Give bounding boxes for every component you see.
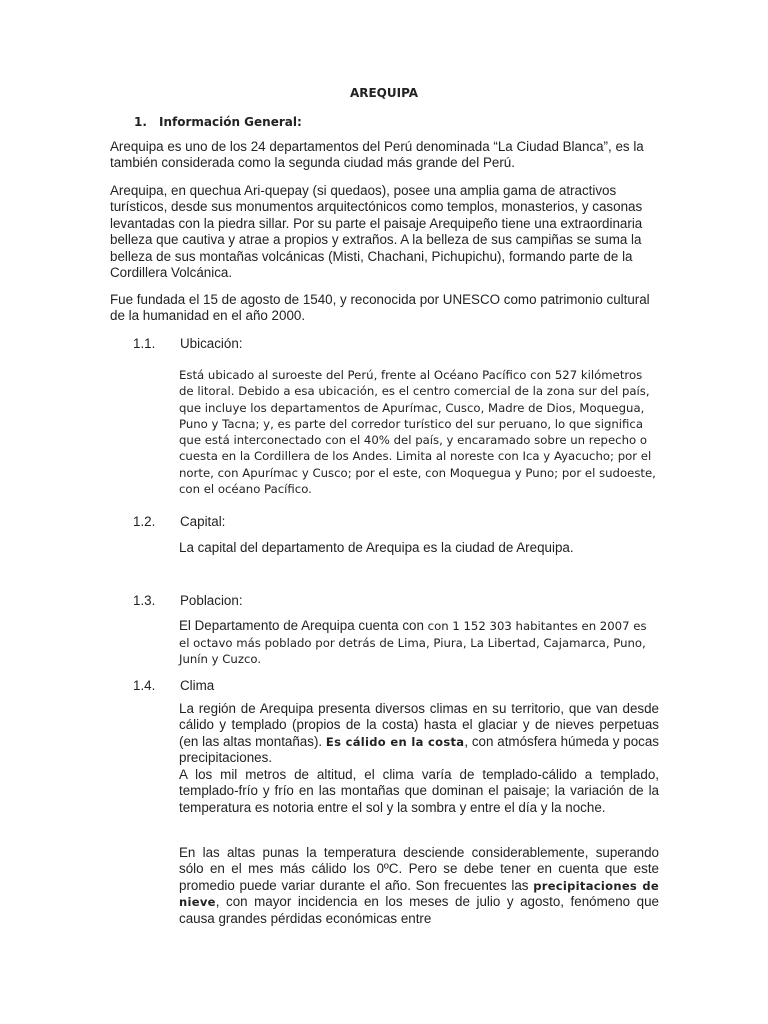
clima-p3-bold: precipitaciones de nieve <box>179 878 659 910</box>
subsection-heading-capital <box>133 514 225 529</box>
document-title: AREQUIPA <box>349 86 419 100</box>
paragraph-intro: Arequipa es uno de los 24 departamentos del Perú denominada “La Ciudad Blanca”, es la también considerada como la segunda ciudad más grande del Perú. <box>110 139 644 171</box>
clima-p3-tail: , con mayor incidencia en los meses de julio y agosto, fenómeno que causa grandes pérdidas económicas entre <box>179 894 659 926</box>
subsection-number: 1.4. <box>133 678 156 693</box>
clima-p1-tail: , con atmósfera húmeda y pocas precipitaciones. <box>179 733 659 766</box>
paragraph-description: Arequipa, en quechua Ari-quepay (si quedaos), posee una amplia gama de atractivos turísticos, desde sus monumentos arquitectónicos como templos, monasterios, y casonas levantadas con la piedra sillar. Por su parte el paisaje Arequipeño tiene una extraordinaria belleza que cautiva y atrae a propios y extraños. A la belleza de sus campiñas se suma la belleza de sus montañas volcánicas (Misti, Chachani, Pichupichu), formando parte de la Cordillera Volcánica. <box>110 183 643 281</box>
subsection-number: 1.1. <box>133 336 156 351</box>
section-heading <box>134 115 302 129</box>
clima-paragraph-1 <box>179 701 659 767</box>
capital-text: La capital del departamento de Arequipa es la ciudad de Arequipa. <box>179 540 574 555</box>
clima-p1-text: La región de Arequipa presenta diversos climas en su territorio, que van desde cálido y templado (propios de la costa) hasta el glaciar y de nieves perpetuas (en las altas montañas). <box>179 701 659 749</box>
clima-paragraph-2: A los mil metros de altitud, el clima varía de templado-cálido a templado, templado-frío y frío en las montañas que dominan el paisaje; la variación de la temperatura es notoria entre el sol y la sombra y entre el día y la noche. <box>179 767 659 815</box>
subsection-heading-poblacion <box>133 593 243 608</box>
section-number: 1. <box>134 115 147 129</box>
section-title: Información General: <box>159 115 302 129</box>
subsection-title: Capital: <box>180 514 226 529</box>
poblacion-text <box>179 618 655 668</box>
subsection-title: Clima <box>180 678 215 693</box>
subsection-number: 1.3. <box>133 593 156 608</box>
ubicacion-text: Está ubicado al suroeste del Perú, frente al Océano Pacífico con 527 kilómetros de litoral. Debido a esa ubicación, es el centro comercial de la zona sur del país, que incluye los departamentos de Apurímac, Cusco, Madre de Dios, Moquegua, Puno y Tacna; y, es parte del corredor turístico del sur peruano, lo que significa que está interconectado con el 40% del país, y encaramado sobre un repecho o cuesta en la Cordillera de los Andes. Limita al noreste con Ica y Ayacucho; por el norte, con Apurímac y Cusco; por el este, con Moquegua y Puno; por el sudoeste, con el océano Pacífico. <box>179 368 656 497</box>
subsection-title: Ubicación: <box>180 336 243 351</box>
poblacion-text-rest: con 1 152 303 habitantes en 2007 es el octavo más poblado por detrás de Lima, Piura, La Libertad, Cajamarca, Puno, Junín y Cuzco. <box>179 619 647 666</box>
subsection-number: 1.2. <box>133 514 156 529</box>
clima-p1-bold: Es cálido en la costa <box>325 734 465 749</box>
subsection-heading-clima <box>133 678 214 693</box>
paragraph-foundation: Fue fundada el 15 de agosto de 1540, y reconocida por UNESCO como patrimonio cultural de la humanidad en el año 2000. <box>110 292 650 324</box>
clima-p3-text: En las altas punas la temperatura desciende considerablemente, superando sólo en el mes más cálido los 0ºC. Pero se debe tener en cuenta que este promedio puede variar durante el año. Son frecuentes las <box>179 845 659 893</box>
subsection-heading-ubicacion <box>133 336 243 351</box>
subsection-title: Poblacion: <box>180 593 243 608</box>
poblacion-text-lead: El Departamento de Arequipa cuenta con <box>179 618 424 633</box>
clima-paragraph-3 <box>179 845 659 927</box>
